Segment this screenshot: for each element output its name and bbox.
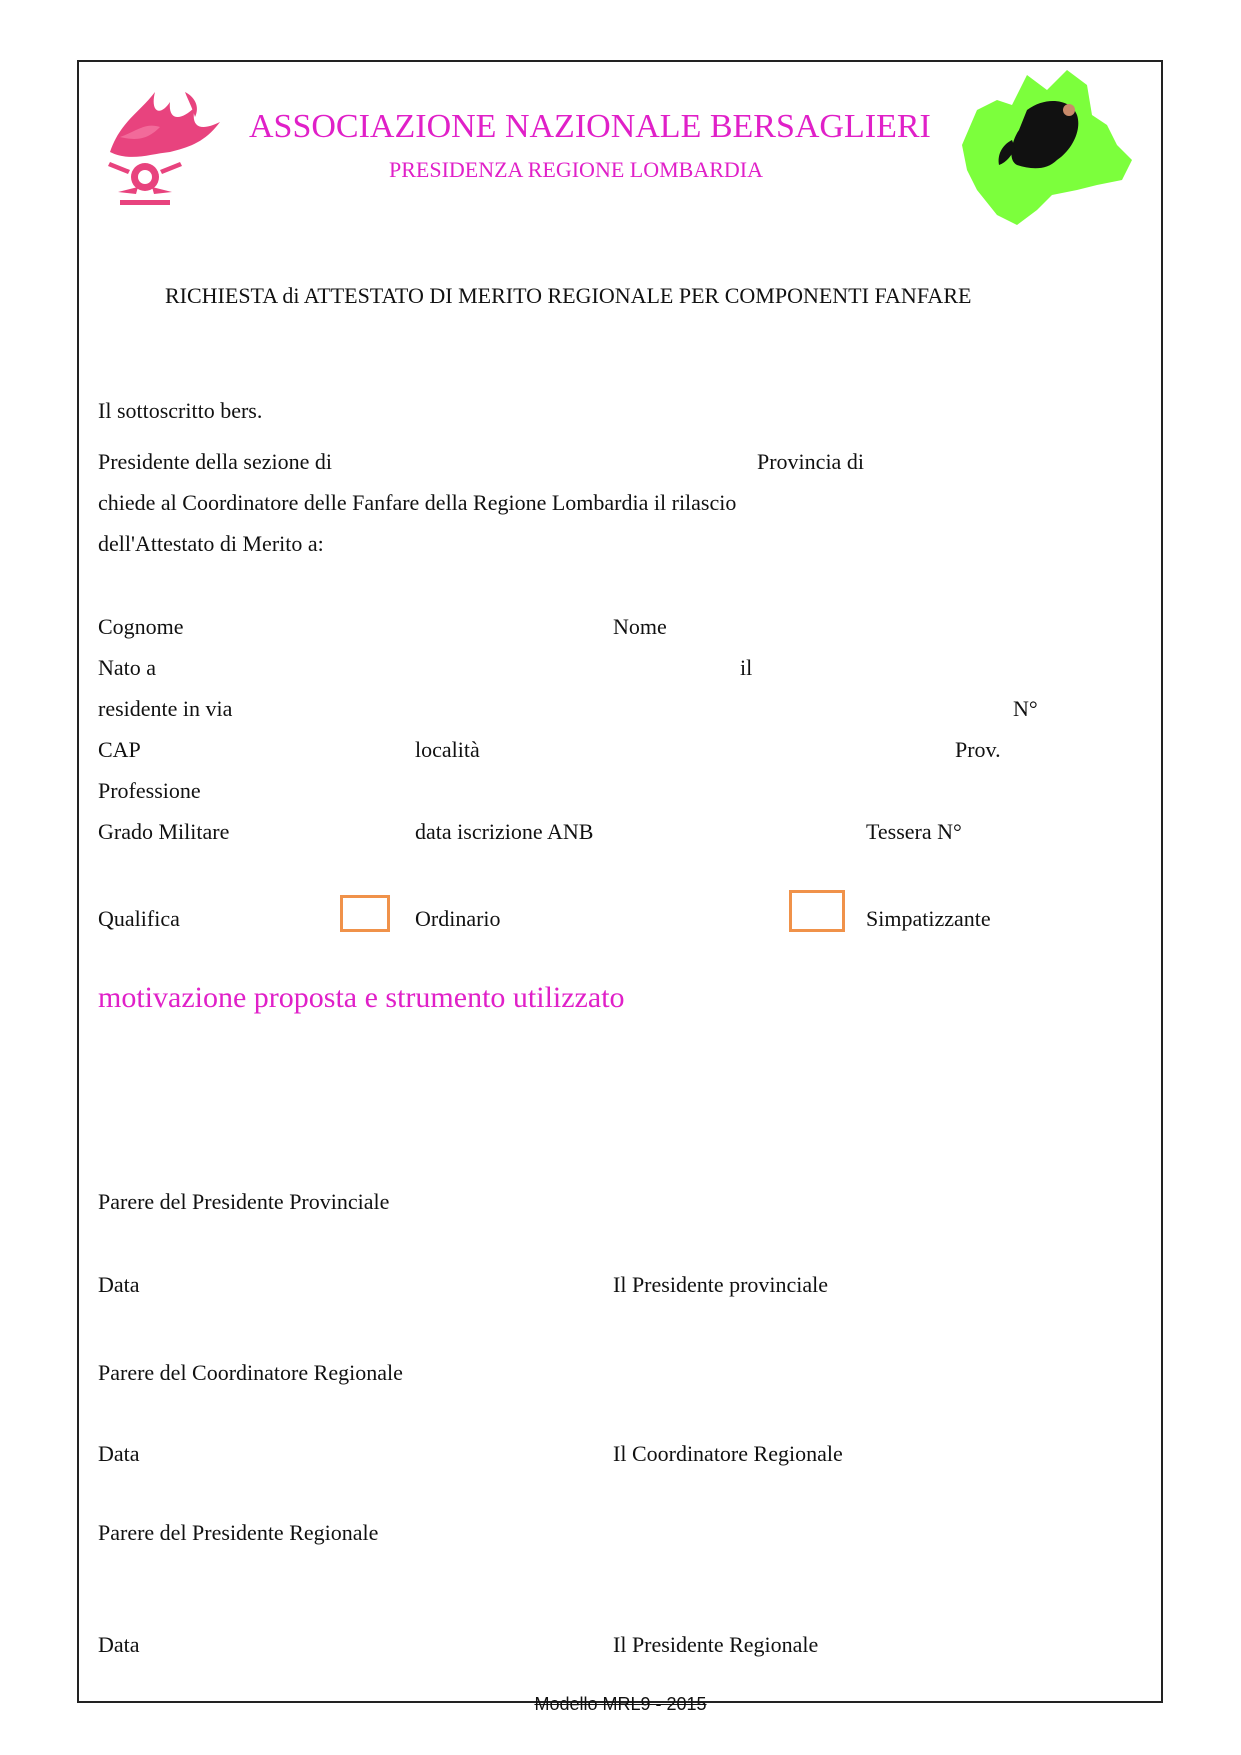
residente-label: residente in via — [98, 696, 233, 721]
numero-label: N° — [1013, 696, 1038, 721]
nato-a-label: Nato a — [98, 655, 157, 680]
motivation-heading: motivazione proposta e strumento utilizzato — [98, 981, 625, 1014]
data-provinciale-label: Data — [98, 1272, 140, 1297]
parere-regionale-label: Parere del Presidente Regionale — [98, 1520, 379, 1545]
firma-regionale-label: Il Presidente Regionale — [613, 1632, 819, 1657]
cap-label: CAP — [98, 737, 141, 762]
president-section-label: Presidente della sezione di — [98, 449, 332, 474]
professione-label: Professione — [98, 778, 201, 803]
association-title: ASSOCIAZIONE NAZIONALE BERSAGLIERI — [249, 108, 931, 145]
grado-label: Grado Militare — [98, 819, 230, 844]
simpatizzante-checkbox[interactable] — [789, 890, 845, 932]
tessera-label: Tessera N° — [866, 819, 962, 844]
presidency-subtitle: PRESIDENZA REGIONE LOMBARDIA — [389, 157, 763, 182]
parere-coordinatore-label: Parere del Coordinatore Regionale — [98, 1360, 403, 1385]
simpatizzante-label: Simpatizzante — [866, 906, 991, 931]
nome-label: Nome — [613, 614, 667, 639]
data-coordinatore-label: Data — [98, 1441, 140, 1466]
firma-coordinatore-label: Il Coordinatore Regionale — [613, 1441, 843, 1466]
bersaglieri-emblem-icon — [100, 82, 230, 212]
data-regionale-label: Data — [98, 1632, 140, 1657]
lombardia-map-icon — [957, 70, 1137, 230]
localita-label: località — [415, 737, 480, 762]
qualifica-label: Qualifica — [98, 906, 180, 931]
document-title: RICHIESTA di ATTESTATO DI MERITO REGIONALE PER COMPONENTI FANFARE — [165, 283, 972, 308]
data-iscrizione-label: data iscrizione ANB — [415, 819, 594, 844]
ordinario-label: Ordinario — [415, 906, 501, 931]
intro-line-1: Il sottoscritto bers. — [98, 398, 263, 423]
firma-provinciale-label: Il Presidente provinciale — [613, 1272, 829, 1297]
intro-line-4: dell'Attestato di Merito a: — [98, 531, 324, 556]
il-label: il — [740, 655, 753, 680]
parere-provinciale-label: Parere del Presidente Provinciale — [98, 1189, 390, 1214]
intro-line-3: chiede al Coordinatore delle Fanfare della Regione Lombardia il rilascio — [98, 490, 737, 515]
prov-label: Prov. — [955, 737, 1001, 762]
footer-model-code: Modello MRL9 - 2015 — [534, 1694, 707, 1714]
ordinario-checkbox[interactable] — [340, 895, 390, 932]
cognome-label: Cognome — [98, 614, 184, 639]
province-label: Provincia di — [757, 449, 864, 474]
